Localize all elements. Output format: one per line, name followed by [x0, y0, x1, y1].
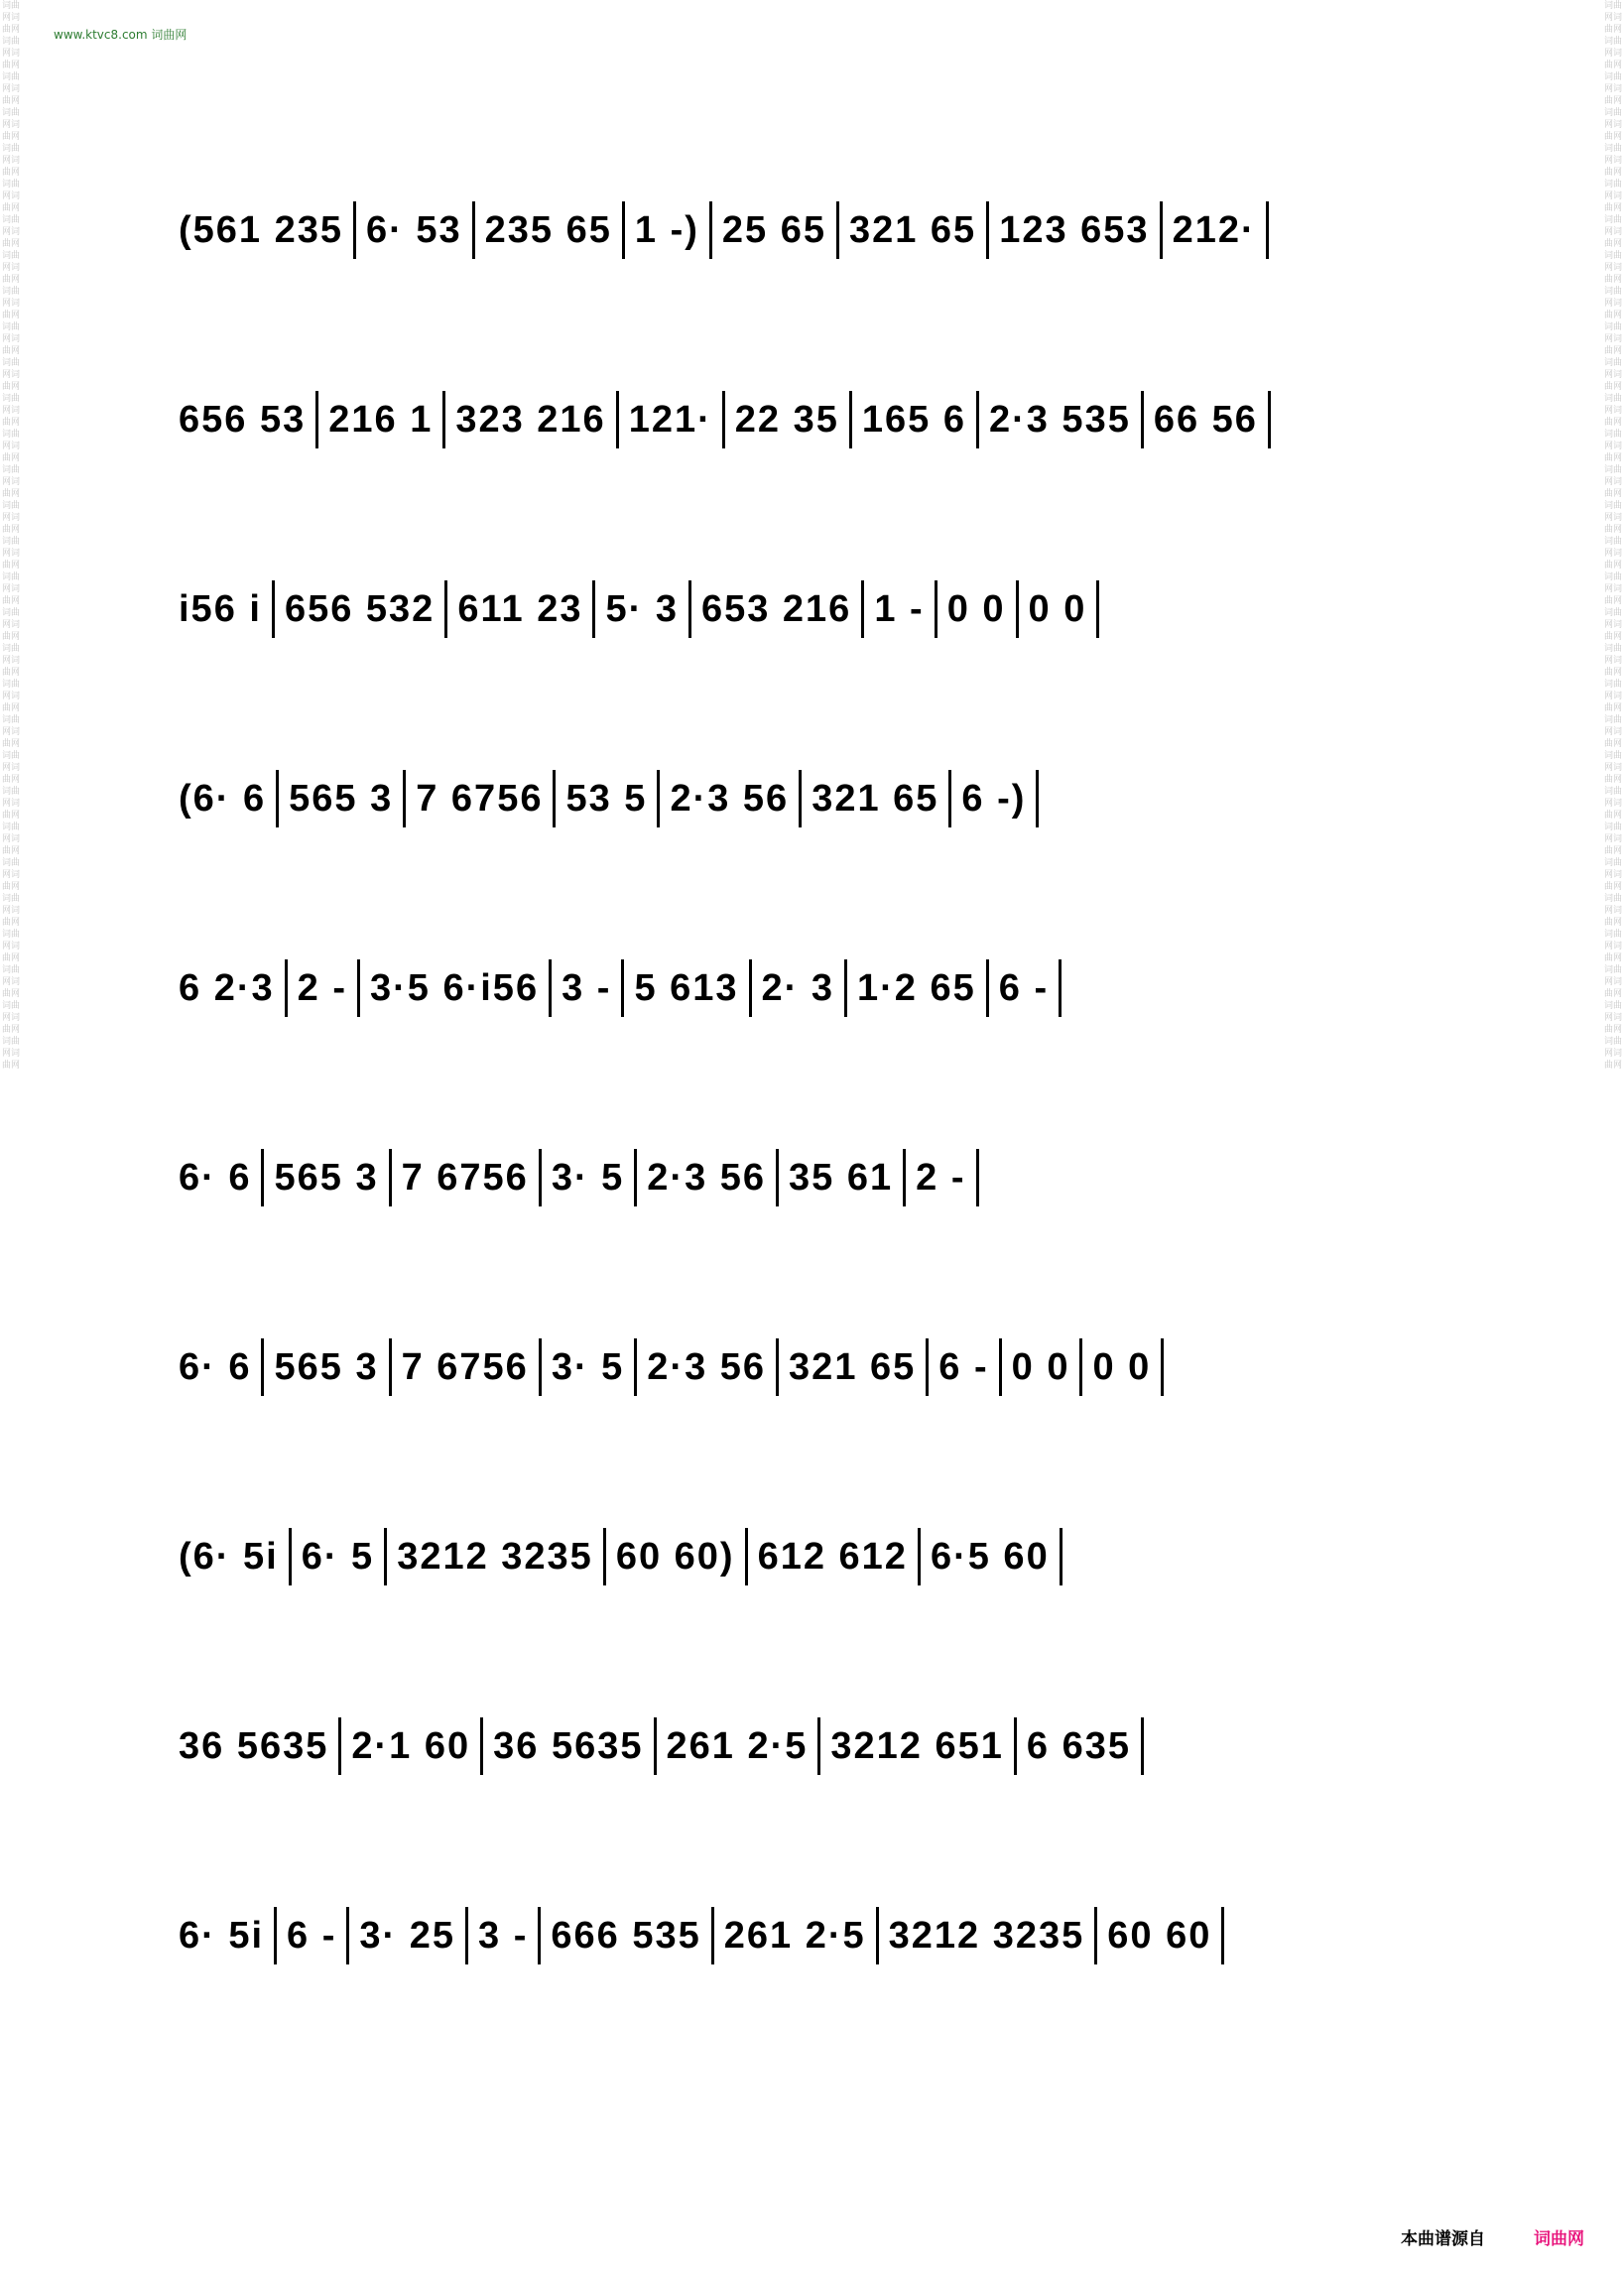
- measure: 5 613: [634, 966, 739, 1009]
- barline: [903, 1149, 906, 1206]
- measure: 656 53: [179, 398, 307, 441]
- measure: 612 612: [757, 1535, 908, 1578]
- measure: 3· 5: [551, 1156, 625, 1199]
- score-line-notes: [179, 1525, 1072, 1588]
- measure: 6·5 60: [930, 1535, 1050, 1578]
- measure: 0 0: [1028, 587, 1087, 630]
- measure: 323 216: [455, 398, 606, 441]
- barline: [622, 201, 625, 259]
- barline: [403, 770, 406, 827]
- score-line: [179, 1714, 1448, 1904]
- score-line-notes: [179, 1904, 1234, 1967]
- right-watermark-strip: 词曲网词曲网词曲网词曲网词曲网词曲网词曲网词曲网词曲网词曲网词曲网词曲网词曲网词曲网词曲网词曲网词曲网词曲网词曲网词曲网词曲网词曲网词曲网词曲网词曲网词曲网词曲网词曲网词曲网词曲网词曲网词曲网词曲网词曲网词曲网词曲网词曲网词曲网词曲网词曲网词曲网词曲网词曲网词曲网词曲网词曲网词曲网词曲网词曲网词曲网词曲网词曲网词曲网词曲网词曲网词曲网词曲网词曲网词曲网词曲网: [1603, 1, 1622, 1071]
- barline: [1060, 1528, 1062, 1585]
- barline: [948, 770, 951, 827]
- barline: [1141, 391, 1144, 448]
- barline: [1266, 201, 1269, 259]
- footer-site-link[interactable]: 词曲网: [1534, 2229, 1584, 2249]
- barline: [1094, 1907, 1097, 1964]
- measure: 6 -: [287, 1914, 337, 1957]
- score-line: [179, 956, 1448, 1146]
- score-line-notes: [179, 577, 1109, 641]
- measure: 3 -: [478, 1914, 529, 1957]
- measure: 216 1: [328, 398, 434, 441]
- score-line: [179, 1525, 1448, 1714]
- measure: 22 35: [734, 398, 839, 441]
- measure: 7 6756: [401, 1345, 529, 1388]
- measure: 0 0: [1011, 1345, 1070, 1388]
- measure: 666 535: [551, 1914, 701, 1957]
- barline: [592, 580, 595, 638]
- barline: [926, 1338, 929, 1396]
- measure: 321 65: [789, 1345, 917, 1388]
- score-line-notes: [179, 956, 1071, 1020]
- score-line: [179, 577, 1448, 767]
- measure: 261 2·5: [666, 1724, 809, 1767]
- measure: 6· 6: [179, 1156, 252, 1199]
- barline: [722, 391, 725, 448]
- barline: [1161, 1338, 1164, 1396]
- barline: [472, 201, 475, 259]
- measure: 261 2·5: [723, 1914, 866, 1957]
- barline: [621, 959, 624, 1017]
- measure: 6 -: [998, 966, 1050, 1009]
- measure: i56 i: [179, 587, 262, 630]
- barline: [749, 959, 752, 1017]
- barline: [1016, 580, 1019, 638]
- barline: [634, 1149, 637, 1206]
- measure: 611 23: [457, 587, 583, 630]
- barline: [745, 1528, 748, 1585]
- barline: [389, 1149, 392, 1206]
- barline: [384, 1528, 387, 1585]
- score-line: [179, 767, 1448, 956]
- measure: 321 65: [812, 777, 939, 820]
- barline: [1141, 1717, 1144, 1775]
- barline: [935, 580, 937, 638]
- barline: [861, 580, 864, 638]
- barline: [442, 391, 445, 448]
- barline: [315, 391, 318, 448]
- barline: [338, 1717, 341, 1775]
- barline: [1059, 959, 1062, 1017]
- measure: 235 65: [484, 208, 612, 251]
- measure: 53 5: [565, 777, 648, 820]
- barline: [776, 1338, 779, 1396]
- measure: 1 -: [874, 587, 925, 630]
- barline: [553, 770, 556, 827]
- measure: 5· 3: [605, 587, 679, 630]
- measure: 123 653: [999, 208, 1150, 251]
- barline: [1014, 1717, 1017, 1775]
- measure: 60 60): [615, 1535, 735, 1578]
- score-line-notes: [179, 1714, 1154, 1778]
- barline: [539, 1149, 542, 1206]
- measure: 3212 3235: [397, 1535, 593, 1578]
- measure: 60 60: [1107, 1914, 1212, 1957]
- barline: [688, 580, 691, 638]
- measure: (561 235: [179, 208, 344, 251]
- score-line-notes: [179, 388, 1281, 451]
- barline: [1079, 1338, 1082, 1396]
- measure: 0 0: [946, 587, 1006, 630]
- measure: 2·3 56: [670, 777, 790, 820]
- measure: 6 2·3: [179, 966, 275, 1009]
- measure: 2 -: [297, 966, 347, 1009]
- measure: (6· 6: [179, 777, 267, 820]
- score-line-notes: [179, 198, 1279, 262]
- barline: [616, 391, 619, 448]
- measure: 3212 651: [830, 1724, 1004, 1767]
- measure: 6· 53: [366, 208, 462, 251]
- measure: 565 3: [274, 1156, 379, 1199]
- barline: [999, 1338, 1002, 1396]
- barline: [480, 1717, 483, 1775]
- score-line: [179, 1904, 1448, 2093]
- score-line: [179, 1335, 1448, 1525]
- measure: 2·1 60: [351, 1724, 471, 1767]
- barline: [711, 1907, 714, 1964]
- measure: 656 532: [284, 587, 436, 630]
- measure: (6· 5i: [179, 1535, 279, 1578]
- score-line-notes: [179, 767, 1049, 830]
- barline: [876, 1907, 879, 1964]
- barline: [261, 1149, 264, 1206]
- measure: 165 6: [861, 398, 966, 441]
- measure: 36 5635: [493, 1724, 644, 1767]
- measure: 25 65: [721, 208, 826, 251]
- barline: [549, 959, 552, 1017]
- score-line: [179, 1146, 1448, 1335]
- barline: [289, 1528, 292, 1585]
- barline: [1160, 201, 1163, 259]
- barline: [274, 1907, 277, 1964]
- barline: [1036, 770, 1039, 827]
- measure: 3212 3235: [888, 1914, 1085, 1957]
- measure: 6· 5i: [179, 1914, 265, 1957]
- measure: 2·3 535: [988, 398, 1131, 441]
- barline: [918, 1528, 921, 1585]
- barline: [654, 1717, 657, 1775]
- measure: 1 -): [634, 208, 699, 251]
- barline: [444, 580, 447, 638]
- barline: [634, 1338, 637, 1396]
- measure: 7 6756: [416, 777, 544, 820]
- jianpu-score: [179, 198, 1448, 2093]
- measure: 212·: [1172, 208, 1256, 251]
- score-line-notes: [179, 1335, 1174, 1399]
- measure: 2·3 56: [647, 1156, 767, 1199]
- barline: [285, 959, 288, 1017]
- barline: [849, 391, 852, 448]
- measure: 35 61: [789, 1156, 894, 1199]
- measure: 6· 5: [301, 1535, 375, 1578]
- barline: [272, 580, 275, 638]
- measure: 2 -: [916, 1156, 966, 1199]
- measure: 121·: [628, 398, 712, 441]
- measure: 3·5 6·i56: [369, 966, 540, 1009]
- measure: 3 -: [562, 966, 612, 1009]
- barline: [817, 1717, 820, 1775]
- score-line: [179, 388, 1448, 577]
- score-line-notes: [179, 1146, 989, 1209]
- barline: [1221, 1907, 1224, 1964]
- barline: [603, 1528, 606, 1585]
- measure: 6 635: [1026, 1724, 1131, 1767]
- score-line: [179, 198, 1448, 388]
- measure: 6 -): [961, 777, 1027, 820]
- barline: [844, 959, 847, 1017]
- footer-source-label: 本曲谱源自: [1401, 2229, 1485, 2249]
- measure: 653 216: [700, 587, 852, 630]
- barline: [1268, 391, 1271, 448]
- barline: [976, 391, 979, 448]
- barline: [261, 1338, 264, 1396]
- barline: [986, 959, 989, 1017]
- barline: [353, 201, 356, 259]
- barline: [709, 201, 712, 259]
- left-watermark-strip: 词曲网词曲网词曲网词曲网词曲网词曲网词曲网词曲网词曲网词曲网词曲网词曲网词曲网词曲网词曲网词曲网词曲网词曲网词曲网词曲网词曲网词曲网词曲网词曲网词曲网词曲网词曲网词曲网词曲网词曲网词曲网词曲网词曲网词曲网词曲网词曲网词曲网词曲网词曲网词曲网词曲网词曲网词曲网词曲网词曲网词曲网词曲网词曲网词曲网词曲网词曲网词曲网词曲网词曲网词曲网词曲网词曲网词曲网词曲网词曲网: [1, 1, 20, 1071]
- measure: 321 65: [848, 208, 977, 251]
- measure: 565 3: [274, 1345, 379, 1388]
- measure: 6· 6: [179, 1345, 252, 1388]
- barline: [389, 1338, 392, 1396]
- barline: [657, 770, 660, 827]
- barline: [986, 201, 989, 259]
- barline: [465, 1907, 468, 1964]
- barline: [276, 770, 279, 827]
- measure: 565 3: [289, 777, 394, 820]
- measure: 36 5635: [179, 1724, 329, 1767]
- measure: 66 56: [1153, 398, 1258, 441]
- barline: [976, 1149, 979, 1206]
- barline: [776, 1149, 779, 1206]
- site-header: www.ktvc8.com 词曲网: [54, 28, 187, 42]
- measure: 7 6756: [401, 1156, 529, 1199]
- measure: 1·2 65: [857, 966, 976, 1009]
- barline: [1096, 580, 1099, 638]
- measure: 3· 25: [359, 1914, 456, 1957]
- measure: 6 -: [938, 1345, 989, 1388]
- barline: [346, 1907, 349, 1964]
- barline: [538, 1907, 541, 1964]
- barline: [799, 770, 802, 827]
- barline: [836, 201, 839, 259]
- barline: [539, 1338, 542, 1396]
- barline: [357, 959, 360, 1017]
- measure: 3· 5: [551, 1345, 625, 1388]
- measure: 0 0: [1092, 1345, 1152, 1388]
- measure: 2· 3: [761, 966, 835, 1009]
- measure: 2·3 56: [647, 1345, 767, 1388]
